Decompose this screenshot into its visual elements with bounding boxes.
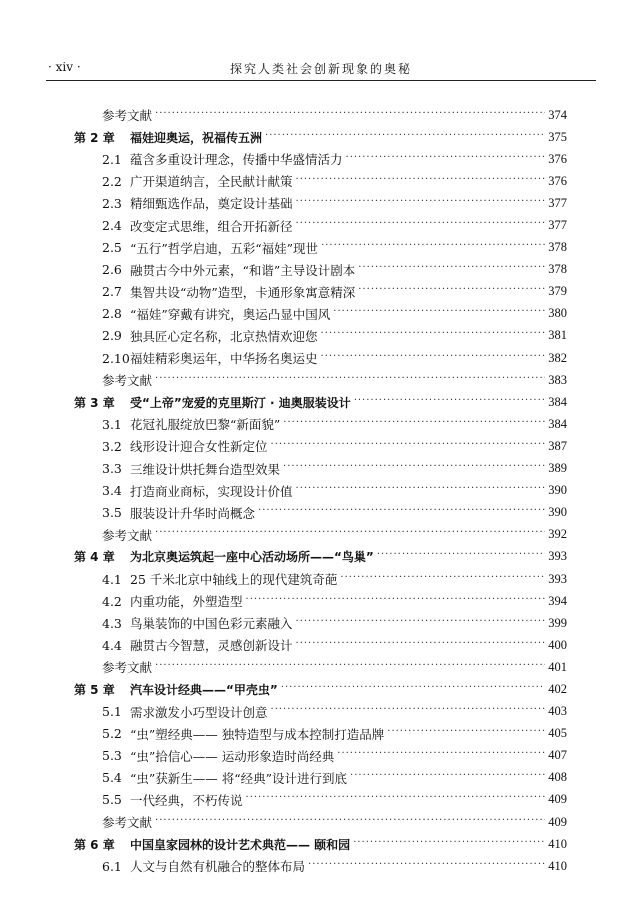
toc-entry-page: 409 [548, 814, 567, 829]
page-folio: · xiv · [48, 60, 81, 74]
toc-entry-number: 4.2 [102, 593, 122, 609]
toc-entry-page: 394 [548, 593, 567, 608]
toc-entry-title: “五行”哲学启迪，五彩“福娃”现世 [130, 240, 319, 256]
toc-entry-title: 参考文献 [102, 373, 153, 389]
toc-entry-title: 花冠礼服绽放巴黎“新面貌” [130, 417, 281, 433]
toc-entry-number: 6.1 [102, 858, 122, 874]
toc-entry-number: 5.1 [102, 704, 122, 720]
toc-chapter-entry[interactable] [74, 678, 567, 700]
toc-entry-title: “虫”塑经典—— 独特造型与成本控制打造品牌 [130, 726, 385, 742]
toc-dot-leader [321, 351, 546, 362]
toc-entry-title: 广开渠道纳言，全民献计献策 [130, 174, 293, 190]
toc-dot-leader [155, 373, 545, 384]
toc-entry-number: 5.5 [102, 792, 122, 808]
toc-entry-title: 25 千米北京中轴线上的现代建筑奇葩 [130, 572, 338, 588]
toc-entry-number: 第 4 章 [74, 550, 115, 565]
toc-entry-number: 2.9 [102, 328, 122, 344]
toc-dot-leader [271, 439, 546, 450]
toc-entry-number: 第 6 章 [74, 837, 115, 852]
toc-dot-leader [296, 616, 546, 627]
toc-entry-title: 打造商业商标，实现设计价值 [130, 483, 293, 499]
toc-dot-leader [155, 660, 545, 671]
toc-section-entry[interactable] [74, 325, 567, 347]
toc-entry-number: 3.3 [102, 461, 122, 477]
toc-dot-leader [353, 837, 545, 848]
toc-entry-page: 382 [548, 350, 567, 365]
toc-dot-leader [377, 549, 545, 560]
toc-entry-page: 389 [548, 461, 567, 476]
toc-dot-leader [321, 240, 545, 251]
toc-entry-title: 融贯古今中外元素，“和谐”主导设计剧本 [130, 262, 356, 278]
toc-dot-leader [283, 461, 545, 472]
toc-section-entry[interactable] [74, 789, 567, 811]
toc-entry-number: 5.4 [102, 770, 122, 786]
toc-section-entry[interactable] [74, 701, 567, 723]
toc-entry-page: 381 [548, 328, 567, 343]
toc-dot-leader [387, 726, 545, 737]
toc-entry-number: 2.3 [102, 195, 122, 211]
toc-section-entry[interactable] [74, 480, 567, 502]
toc-entry-number: 4.1 [102, 571, 122, 587]
toc-entry-number: 2.1 [102, 151, 122, 167]
toc-entry-page: 387 [548, 438, 567, 453]
toc-entry-title: 独具匠心定名称，北京热情欢迎您 [130, 328, 318, 344]
toc-entry-number: 2.6 [102, 262, 122, 278]
toc-entry-title: 福娃精彩奥运年，中华扬名奥运史 [130, 351, 318, 367]
toc-entry-title: 人文与自然有机融合的整体布局 [130, 859, 306, 875]
toc-section-entry[interactable] [74, 568, 567, 590]
toc-section-entry[interactable] [74, 634, 567, 656]
toc-entry-title: “虫”拾信心—— 运动形象造时尚经典 [130, 748, 335, 764]
toc-entry-title: 中国皇家园林的设计艺术典范—— 颐和园 [130, 837, 351, 852]
toc-entry-number: 3.2 [102, 438, 122, 454]
toc-entry-number: 5.3 [102, 748, 122, 764]
toc-chapter-entry[interactable] [74, 833, 567, 855]
toc-entry-number: 第 2 章 [74, 130, 115, 145]
toc-entry-page: 377 [548, 195, 567, 210]
toc-entry-title: 为北京奥运筑起一座中心活动场所——“鸟巢” [130, 550, 374, 565]
toc-section-entry[interactable] [74, 435, 567, 457]
toc-entry-title: “虫”获新生—— 将“经典”设计进行到底 [130, 770, 348, 786]
toc-entry-title: 三维设计烘托舞台造型效果 [130, 461, 281, 477]
toc-entry-page: 390 [548, 505, 567, 520]
toc-dot-leader [346, 152, 546, 163]
toc-chapter-entry[interactable] [74, 126, 567, 148]
toc-section-entry[interactable] [74, 590, 567, 612]
toc-entry-page: 380 [548, 306, 567, 321]
toc-entry-number: 5.2 [102, 726, 122, 742]
toc-entry-title: 需求激发小巧型设计创意 [130, 704, 268, 720]
toc-dot-leader [354, 395, 546, 406]
toc-entry-number: 第 5 章 [74, 682, 115, 697]
toc-entry-title: 服装设计升华时尚概念 [130, 505, 256, 521]
toc-section-entry[interactable] [74, 347, 567, 369]
toc-entry-page: 408 [548, 770, 567, 785]
toc-entry-title: 内重功能，外塑造型 [130, 594, 243, 610]
toc-entry-title: 参考文献 [102, 108, 153, 124]
toc-dot-leader [296, 638, 546, 649]
toc-entry-number: 3.5 [102, 505, 122, 521]
toc-dot-leader [358, 284, 545, 295]
toc-dot-leader [358, 262, 545, 273]
toc-entry-page: 392 [548, 527, 567, 542]
toc-entry-page: 400 [548, 637, 567, 652]
toc-dot-leader [321, 328, 546, 339]
toc-section-entry[interactable] [74, 745, 567, 767]
toc-entry-number: 3.1 [102, 416, 122, 432]
toc-entry-title: 线形设计迎合女性新定位 [130, 439, 268, 455]
toc-entry-number: 4.4 [102, 637, 122, 653]
toc-entry-title: 一代经典，不朽传说 [130, 792, 243, 808]
toc-dot-leader [265, 130, 545, 141]
toc-entry-number: 2.5 [102, 240, 122, 256]
toc-entry-page: 374 [548, 107, 567, 122]
toc-dot-leader [258, 505, 545, 516]
toc-section-entry[interactable] [74, 259, 567, 281]
toc-dot-leader [296, 483, 546, 494]
toc-dot-leader [340, 572, 545, 583]
toc-entry-number: 4.3 [102, 615, 122, 631]
toc-section-entry[interactable] [74, 413, 567, 435]
toc-section-entry[interactable] [74, 192, 567, 214]
toc-entry-page: 378 [548, 240, 567, 255]
toc-section-entry[interactable] [74, 767, 567, 789]
toc-chapter-entry[interactable] [74, 546, 567, 568]
toc-entry-page: 383 [548, 372, 567, 387]
toc-dot-leader [283, 417, 545, 428]
toc-entry-page: 407 [548, 748, 567, 763]
toc-dot-leader [246, 792, 546, 803]
toc-entry-title: “福娃”穿戴有讲究，奥运凸显中国风 [130, 306, 331, 322]
toc-entry-title: 受“上帝”宠爱的克里斯汀 · 迪奥服装设计 [130, 395, 351, 410]
toc-section-entry[interactable] [74, 303, 567, 325]
toc-entry-page: 384 [548, 394, 567, 409]
table-of-contents [74, 104, 567, 877]
toc-dot-leader [155, 108, 545, 119]
toc-references-entry[interactable] [74, 811, 567, 833]
toc-entry-number: 2.10 [102, 350, 130, 366]
toc-dot-leader [271, 704, 546, 715]
toc-entry-page: 405 [548, 726, 567, 741]
toc-entry-page: 375 [548, 129, 567, 144]
toc-dot-leader [296, 196, 546, 207]
toc-entry-page: 402 [548, 681, 567, 696]
toc-entry-page: 399 [548, 615, 567, 630]
toc-entry-page: 401 [548, 659, 567, 674]
toc-entry-title: 蕴含多重设计理念，传播中华盛情活力 [130, 152, 343, 168]
toc-entry-title: 融贯古今智慧，灵感创新设计 [130, 638, 293, 654]
toc-entry-title: 汽车设计经典——“甲壳虫” [130, 682, 278, 697]
toc-entry-number: 2.7 [102, 284, 122, 300]
toc-dot-leader [333, 306, 545, 317]
toc-references-entry[interactable] [74, 369, 567, 391]
toc-dot-leader [296, 218, 546, 229]
toc-references-entry[interactable] [74, 524, 567, 546]
toc-entry-page: 376 [548, 151, 567, 166]
toc-entry-page: 376 [548, 173, 567, 188]
toc-section-entry[interactable] [74, 214, 567, 236]
toc-dot-leader [296, 174, 546, 185]
toc-dot-leader [155, 815, 545, 826]
running-title: 探究人类社会创新现象的奥秘 [229, 62, 412, 76]
toc-entry-title: 参考文献 [102, 660, 153, 676]
toc-entry-page: 409 [548, 792, 567, 807]
toc-section-entry[interactable] [74, 502, 567, 524]
toc-section-entry[interactable] [74, 237, 567, 259]
toc-section-entry[interactable] [74, 723, 567, 745]
page-header [46, 54, 596, 81]
toc-entry-page: 384 [548, 416, 567, 431]
toc-entry-number: 3.4 [102, 483, 122, 499]
toc-entry-page: 393 [548, 549, 567, 564]
toc-entry-page: 403 [548, 704, 567, 719]
toc-entry-number: 2.2 [102, 173, 122, 189]
toc-dot-leader [246, 594, 546, 605]
toc-section-entry[interactable] [74, 281, 567, 303]
toc-entry-page: 378 [548, 262, 567, 277]
toc-entry-page: 410 [548, 836, 567, 851]
toc-entry-page: 390 [548, 483, 567, 498]
toc-section-entry[interactable] [74, 170, 567, 192]
toc-entry-title: 参考文献 [102, 815, 153, 831]
toc-entry-title: 改变定式思维，组合开拓新径 [130, 218, 293, 234]
toc-references-entry[interactable] [74, 656, 567, 678]
toc-section-entry[interactable] [74, 612, 567, 634]
toc-entry-number: 第 3 章 [74, 395, 115, 410]
toc-section-entry[interactable] [74, 148, 567, 170]
toc-entry-page: 379 [548, 284, 567, 299]
toc-dot-leader [350, 770, 545, 781]
toc-entry-number: 2.8 [102, 306, 122, 322]
toc-entry-title: 鸟巢装饰的中国色彩元素融入 [130, 616, 293, 632]
toc-entry-page: 410 [548, 858, 567, 873]
toc-entry-number: 2.4 [102, 218, 122, 234]
toc-dot-leader [308, 859, 545, 870]
toc-entry-page: 377 [548, 218, 567, 233]
toc-entry-title: 集智共设“动物”造型，卡通形象寓意精深 [130, 284, 356, 300]
toc-dot-leader [155, 527, 545, 538]
toc-section-entry[interactable] [74, 855, 567, 877]
toc-section-entry[interactable] [74, 458, 567, 480]
toc-entry-title: 福娃迎奥运，祝福传五洲 [130, 130, 263, 145]
toc-entry-page: 393 [548, 571, 567, 586]
toc-dot-leader [281, 682, 545, 693]
toc-entry-title: 精细甄选作品，奠定设计基础 [130, 196, 293, 212]
toc-entry-title: 参考文献 [102, 527, 153, 543]
toc-dot-leader [337, 748, 545, 759]
toc-references-entry[interactable] [74, 104, 567, 126]
toc-chapter-entry[interactable] [74, 391, 567, 413]
